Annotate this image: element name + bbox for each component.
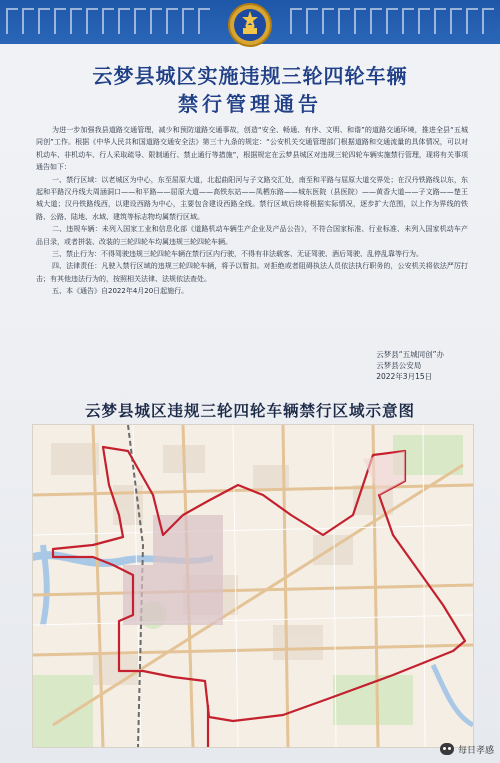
signature-date: 2022年3月15日 bbox=[376, 372, 433, 381]
map-drawing bbox=[33, 425, 473, 747]
restricted-area-map bbox=[32, 424, 474, 748]
banner-pattern-left bbox=[6, 8, 210, 34]
notice-paragraph: 四、法律责任：凡驶入禁行区域的违规三轮四轮车辆，将予以暂扣。对拒绝或者阻碍执法人员依法执行职务的，公安机关将依法严厉打击；有其他违法行为的，按照相关法律、法规依法查处。 bbox=[36, 262, 468, 283]
notice-title-line2: 禁行管理通告 bbox=[178, 92, 322, 116]
notice-paragraph: 一、禁行区域：以老城区为中心，东至屈原大道，北起曲阳河与子文路交汇处，南至和平路与屈原大道交界处；在汉丹铁路线以东，东起和平路汉丹线大周涵洞口——和平路——屈原大道——高铁东站——凤栖东路——城东医院（县医院）——黄香大道——子文路——楚王城大道；汉丹铁路线西，以建设西路为中心，主要包含建设西路全线。禁行区域后续将根据实际情况，逐步扩大范围，以上作为界线的铁路、公路、陆地、水域、建筑等标志物均属禁行区域。 bbox=[36, 175, 468, 221]
signature-issuer: 云梦县“五城同创”办 bbox=[376, 350, 444, 359]
map-title: 云梦县城区违规三轮四轮车辆禁行区域示意图 bbox=[84, 402, 415, 420]
signature-bureau: 云梦县公安局 bbox=[376, 361, 422, 370]
watermark-text: 每日孝感 bbox=[457, 745, 494, 756]
notice-paragraph: 为进一步加强我县道路交通管理，减少和预防道路交通事故，创造“安全、畅通、有序、文明、和谐”的道路交通环境，推进全县“五城同创”工作。根据《中华人民共和国道路交通安全法》第三十九条的规定：“公安机关交通管理部门根据道路和交通流量的具体情况，可以对机动车、非机动车、行人采取疏导、限制通行、禁止通行等措施”，根据规定在云梦县城区对违规三轮四轮车辆实施禁行管理，现将有关事项通告如下： bbox=[36, 126, 468, 172]
wechat-icon bbox=[440, 743, 454, 755]
notice-signature bbox=[376, 349, 444, 382]
notice-paragraph: 三、禁止行为：不得驾驶违规三轮四轮车辆在禁行区内行驶，不得有非法载客、无证驾驶、酒后驾驶、乱停乱靠等行为。 bbox=[52, 250, 423, 259]
notice-paragraph: 二、违规车辆：未列入国家工业和信息化部《道路机动车辆生产企业及产品公告》，不符合国家标准、行业标准、未列入国家机动车产品目录，或者拼装、改装的三轮四轮车均属违规三轮四轮车辆。 bbox=[36, 225, 468, 246]
source-watermark bbox=[440, 741, 494, 757]
notice-body bbox=[36, 124, 468, 298]
notice-title-line1: 云梦县城区实施违规三轮四轮车辆 bbox=[92, 64, 408, 88]
notice-paragraph: 五、本《通告》自2022年4月20日起施行。 bbox=[52, 287, 189, 296]
police-emblem-icon bbox=[227, 2, 273, 48]
banner-pattern-right bbox=[290, 8, 494, 34]
